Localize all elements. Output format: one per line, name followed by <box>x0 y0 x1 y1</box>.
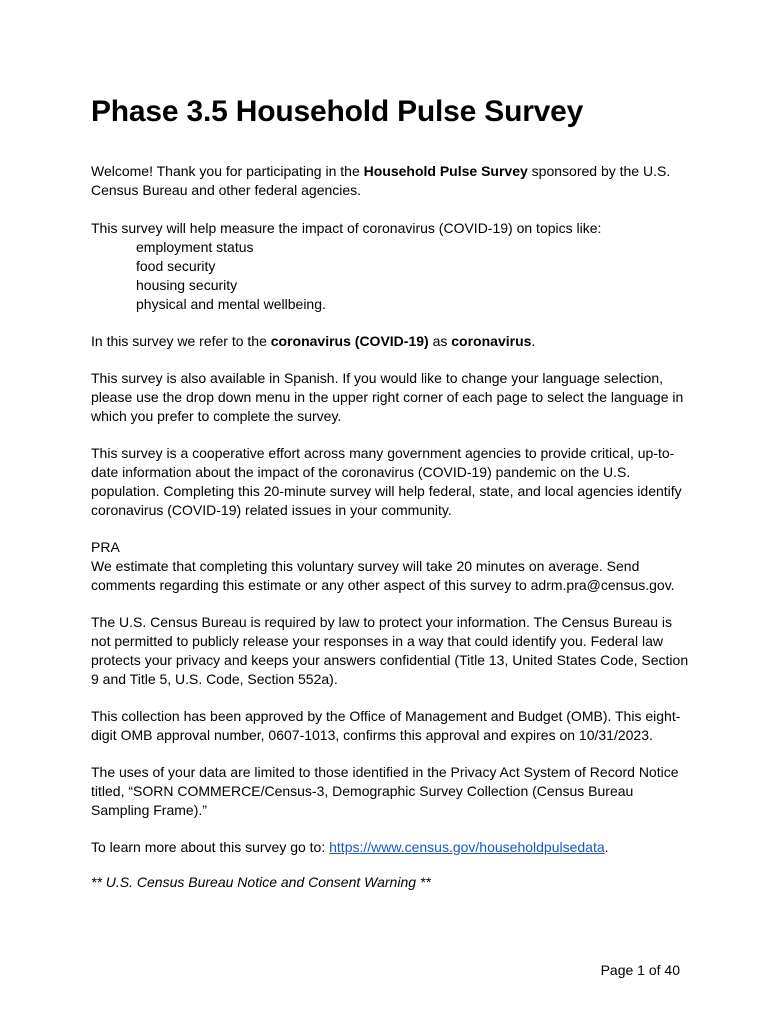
topic-item: physical and mental wellbeing. <box>136 296 326 312</box>
terminology-text-middle: as <box>428 333 452 349</box>
learn-more-paragraph <box>91 838 691 857</box>
privacy-paragraph: The uses of your data are limited to those identified in the Privacy Act System of Record Notice titled, “SORN COMMERCE/Census-3, Demographic Survey Collection (Census Bureau Sampling Frame).” <box>91 764 679 818</box>
terminology-bold-short: coronavirus <box>451 333 532 349</box>
topic-item: food security <box>136 258 216 274</box>
spanish-paragraph: This survey is also available in Spanish. If you would like to change your language selection, please use the drop down menu in the upper right corner of each page to select the language in which you prefer to complete the survey. <box>91 370 684 424</box>
topic-item: housing security <box>136 277 238 293</box>
pra-paragraph: We estimate that completing this voluntary survey will take 20 minutes on average. Send comments regarding this estimate or any other aspect of this survey to adrm.pra@census.gov. <box>91 558 675 593</box>
terminology-bold-full: coronavirus (COVID-19) <box>270 333 429 349</box>
topic-item: employment status <box>136 239 254 255</box>
learn-more-text: To learn more about this survey go to: <box>91 839 330 855</box>
welcome-text-end: sponsored by the U.S. Census Bureau and other federal agencies. <box>91 163 671 198</box>
terminology-paragraph <box>91 332 691 351</box>
page-number: Page 1 of 40 <box>600 962 680 978</box>
welcome-text: Welcome! Thank you for participating in the <box>91 163 364 179</box>
terminology-text-end: . <box>531 333 536 349</box>
learn-more-text-end: . <box>604 839 609 855</box>
pra-heading: PRA <box>91 539 120 555</box>
page-title: Phase 3.5 Household Pulse Survey <box>91 95 584 128</box>
law-paragraph: The U.S. Census Bureau is required by law to protect your information. The Census Bureau is not permitted to publicly release your responses in a way that could identify you. Federal law protects your privacy and keeps your answers confidential (Title 13, United States Code, Section 9 and Title 5, U.S. Code, Section 552a). <box>91 614 689 687</box>
topics-intro-paragraph: This survey will help measure the impact of coronavirus (COVID-19) on topics like: <box>91 220 602 236</box>
cooperative-paragraph: This survey is a cooperative effort across many government agencies to provide critical, up-to-date information about the impact of the coronavirus (COVID-19) pandemic on the U.S. population. Completing this 20-minute survey will help federal, state, and local agencies identify coronavirus (COVID-19) related issues in your community. <box>91 445 682 518</box>
document-page <box>91 92 691 892</box>
topics-list <box>91 238 691 314</box>
survey-data-link[interactable]: https://www.census.gov/householdpulsedata <box>329 839 605 855</box>
survey-name-bold: Household Pulse Survey <box>363 163 528 179</box>
terminology-text: In this survey we refer to the <box>91 333 271 349</box>
welcome-paragraph <box>91 162 691 200</box>
omb-paragraph: This collection has been approved by the Office of Management and Budget (OMB). This eight-digit OMB approval number, 0607-1013, confirms this approval and expires on 10/31/2023. <box>91 708 681 743</box>
notice-warning: ** U.S. Census Bureau Notice and Consent Warning ** <box>91 874 431 890</box>
